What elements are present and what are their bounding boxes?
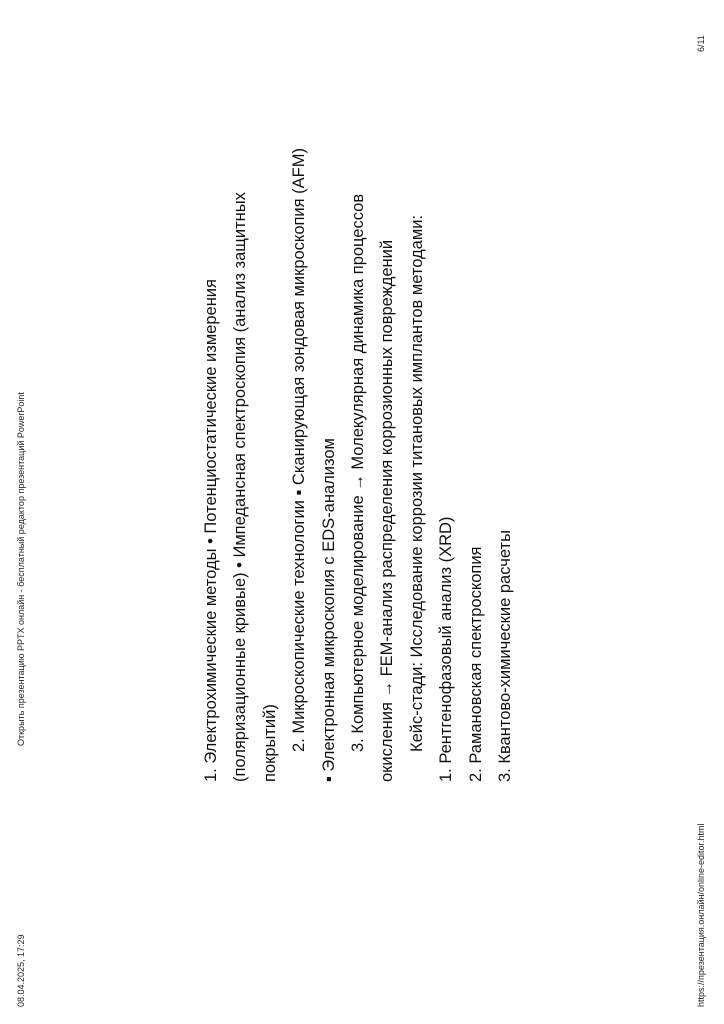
case-item-3: 3. Квантово-химические расчеты xyxy=(496,530,515,782)
case-study-title: Кейс-стади: Исследование коррозии титановых имплантов методами: xyxy=(407,214,426,752)
method-item-3: 3. Компьютерное моделирование → Молекулярная динамика процессов окисления → FEM-анализ распределения коррозионных повреждений xyxy=(349,193,397,782)
print-url: https://презентация.онлайн/online-editor.html xyxy=(696,823,706,1007)
print-page-title: Открыть презентацию PPTX онлайн - бесплатный редактор презентаций PowerPoint xyxy=(16,392,26,746)
case-item-2: 2. Рамановская спектроскопия xyxy=(466,546,485,782)
method-item-1: 1. Электрохимические методы • Потенциостатические измерения (поляризационные кривые) • Импедансная спектроскопия (анализ защитных покрытий) xyxy=(202,192,279,782)
slide-content xyxy=(197,142,520,782)
method-item-2: 2. Микроскопические технологии ▪ Сканирующая зондовая микроскопия (AFM) ▪ Электронная микроскопия с EDS-анализом xyxy=(290,148,338,782)
page-number: 6/11 xyxy=(696,35,706,52)
case-item-1: 1. Рентгенофазовый анализ (XRD) xyxy=(437,516,456,782)
print-date: 08.04.2025, 17:29 xyxy=(16,934,26,1007)
